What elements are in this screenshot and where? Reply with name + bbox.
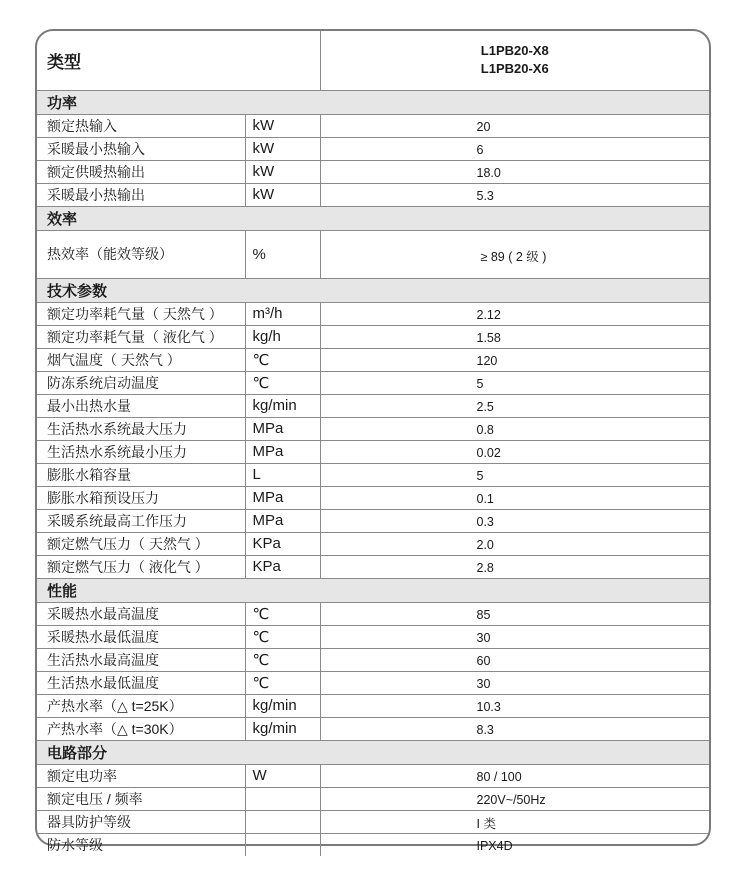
param-value: 1.58	[320, 325, 709, 348]
param-unit: KPa	[245, 532, 320, 555]
param-unit: MPa	[245, 440, 320, 463]
param-value: 2.0	[320, 532, 709, 555]
param-name: 生活热水最低温度	[37, 671, 245, 694]
param-unit: kg/min	[245, 394, 320, 417]
param-value: 6	[320, 137, 709, 160]
table-row	[37, 486, 709, 509]
table-row	[37, 602, 709, 625]
param-value: 0.8	[320, 417, 709, 440]
param-unit: kg/min	[245, 717, 320, 740]
param-unit: kW	[245, 160, 320, 183]
param-unit: ℃	[245, 371, 320, 394]
table-row	[37, 625, 709, 648]
param-name: 采暖系统最高工作压力	[37, 509, 245, 532]
param-unit	[245, 810, 320, 833]
param-name: 生活热水最高温度	[37, 648, 245, 671]
section-title: 功率	[37, 90, 709, 114]
param-name: 产热水率（△ t=25K）	[37, 694, 245, 717]
table-row	[37, 394, 709, 417]
table-row	[37, 764, 709, 787]
table-row	[37, 833, 709, 856]
param-name: 额定热输入	[37, 114, 245, 137]
param-value: 0.02	[320, 440, 709, 463]
param-value: 0.1	[320, 486, 709, 509]
param-unit: L	[245, 463, 320, 486]
param-unit: ℃	[245, 348, 320, 371]
table-row	[37, 648, 709, 671]
param-name: 额定电功率	[37, 764, 245, 787]
param-value: 2.8	[320, 555, 709, 578]
table-row	[37, 230, 709, 278]
param-unit	[245, 833, 320, 856]
model-name-2: L1PB20-X6	[480, 61, 549, 77]
table-row	[37, 137, 709, 160]
type-header-row	[37, 31, 709, 90]
param-unit: W	[245, 764, 320, 787]
param-value: 80 / 100	[320, 764, 709, 787]
param-name: 膨胀水箱容量	[37, 463, 245, 486]
param-name: 采暖热水最低温度	[37, 625, 245, 648]
param-value: 20	[320, 114, 709, 137]
section-header-row	[37, 90, 709, 114]
model-cell	[320, 31, 709, 90]
param-value: ≥ 89 ( 2 级 )	[320, 230, 709, 278]
param-value: IPX4D	[320, 833, 709, 856]
param-name: 采暖热水最高温度	[37, 602, 245, 625]
param-unit: ℃	[245, 648, 320, 671]
param-name: 额定燃气压力（ 液化气 ）	[37, 555, 245, 578]
param-unit: MPa	[245, 486, 320, 509]
table-row	[37, 463, 709, 486]
param-name: 生活热水系统最大压力	[37, 417, 245, 440]
param-unit: kW	[245, 114, 320, 137]
model-name-1: L1PB20-X8	[480, 43, 549, 59]
param-value: 220V~/50Hz	[320, 787, 709, 810]
section-title: 效率	[37, 206, 709, 230]
table-row	[37, 160, 709, 183]
param-name: 额定功率耗气量（ 天然气 ）	[37, 302, 245, 325]
section-title: 电路部分	[37, 740, 709, 764]
param-value: 30	[320, 671, 709, 694]
param-name: 额定供暖热输出	[37, 160, 245, 183]
table-row	[37, 371, 709, 394]
table-row	[37, 694, 709, 717]
param-name: 器具防护等级	[37, 810, 245, 833]
param-value: 5	[320, 371, 709, 394]
table-row	[37, 183, 709, 206]
spec-table-frame	[35, 29, 711, 854]
table-row	[37, 302, 709, 325]
param-unit: ℃	[245, 625, 320, 648]
section-title: 技术参数	[37, 278, 709, 302]
param-value: I 类	[320, 810, 709, 833]
param-value: 30	[320, 625, 709, 648]
param-name: 额定功率耗气量（ 液化气 ）	[37, 325, 245, 348]
param-name: 额定电压 / 频率	[37, 787, 245, 810]
param-name: 采暖最小热输入	[37, 137, 245, 160]
section-header-row	[37, 278, 709, 302]
table-row	[37, 671, 709, 694]
param-name: 额定燃气压力（ 天然气 ）	[37, 532, 245, 555]
table-row	[37, 417, 709, 440]
param-value: 120	[320, 348, 709, 371]
table-row	[37, 810, 709, 833]
param-value: 60	[320, 648, 709, 671]
param-name: 防水等级	[37, 833, 245, 856]
param-unit: ℃	[245, 671, 320, 694]
param-value: 2.5	[320, 394, 709, 417]
param-value: 18.0	[320, 160, 709, 183]
param-value: 0.3	[320, 509, 709, 532]
param-unit: MPa	[245, 417, 320, 440]
param-unit	[245, 787, 320, 810]
section-title: 性能	[37, 578, 709, 602]
param-unit: m³/h	[245, 302, 320, 325]
param-value: 85	[320, 602, 709, 625]
table-row	[37, 509, 709, 532]
table-row	[37, 717, 709, 740]
param-unit: KPa	[245, 555, 320, 578]
param-name: 膨胀水箱预设压力	[37, 486, 245, 509]
table-row	[37, 555, 709, 578]
param-name: 生活热水系统最小压力	[37, 440, 245, 463]
table-row	[37, 440, 709, 463]
spec-table	[37, 31, 709, 856]
param-name: 热效率（能效等级）	[37, 230, 245, 278]
param-unit: kW	[245, 183, 320, 206]
type-label: 类型	[37, 31, 320, 90]
table-row	[37, 348, 709, 371]
param-unit: %	[245, 230, 320, 278]
section-header-row	[37, 206, 709, 230]
param-value: 2.12	[320, 302, 709, 325]
table-row	[37, 532, 709, 555]
table-row	[37, 787, 709, 810]
param-value: 5.3	[320, 183, 709, 206]
param-name: 烟气温度（ 天然气 ）	[37, 348, 245, 371]
param-value: 5	[320, 463, 709, 486]
param-unit: kW	[245, 137, 320, 160]
param-unit: kg/min	[245, 694, 320, 717]
param-value: 8.3	[320, 717, 709, 740]
param-value: 10.3	[320, 694, 709, 717]
param-unit: MPa	[245, 509, 320, 532]
param-name: 产热水率（△ t=30K）	[37, 717, 245, 740]
section-header-row	[37, 740, 709, 764]
param-name: 采暖最小热输出	[37, 183, 245, 206]
section-header-row	[37, 578, 709, 602]
param-name: 最小出热水量	[37, 394, 245, 417]
table-row	[37, 325, 709, 348]
param-name: 防冻系统启动温度	[37, 371, 245, 394]
param-unit: kg/h	[245, 325, 320, 348]
table-row	[37, 114, 709, 137]
param-unit: ℃	[245, 602, 320, 625]
